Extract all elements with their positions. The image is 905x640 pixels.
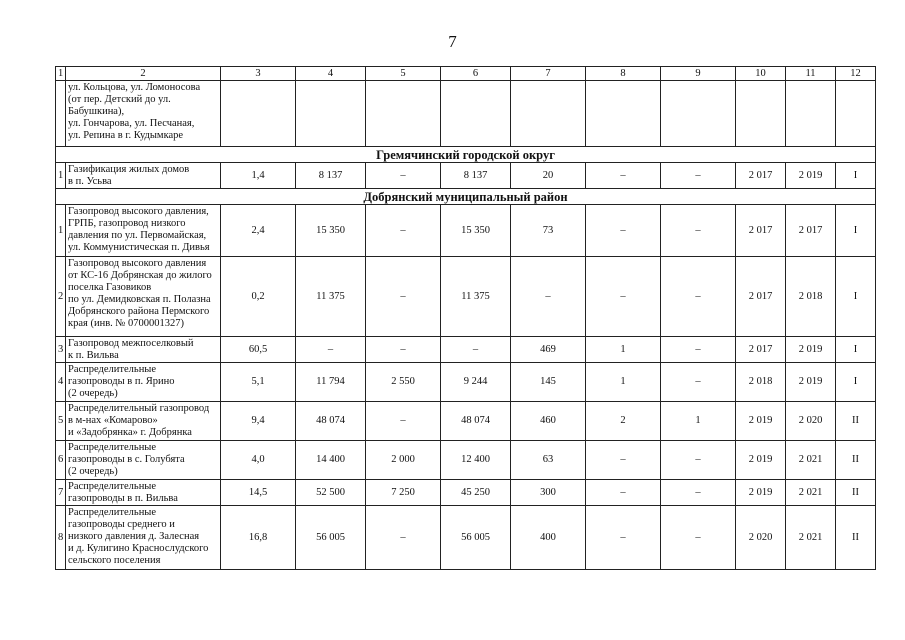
total-cost-cell: 11 794: [296, 363, 366, 402]
column-8-cell: –: [586, 480, 661, 506]
column-9-cell: –: [661, 337, 736, 363]
description-line: (от пер. Детский до ул.: [68, 94, 171, 105]
description-line: к п. Вильва: [68, 350, 119, 361]
empty-cell: [296, 81, 366, 147]
column-5-cell: 2 000: [366, 441, 441, 480]
end-year-cell: 2 021: [786, 441, 836, 480]
description-line: газопроводы в п. Ярино: [68, 376, 175, 387]
description-line: и д. Кулигино Краснослудского: [68, 543, 209, 554]
total-cost-cell: –: [296, 337, 366, 363]
column-5-cell: –: [366, 337, 441, 363]
stage-cell: II: [836, 441, 876, 480]
header-cell: 11: [786, 67, 836, 81]
column-7-cell: 400: [511, 506, 586, 570]
length-cell: 4,0: [221, 441, 296, 480]
column-6-cell: 12 400: [441, 441, 511, 480]
empty-cell: [441, 81, 511, 147]
column-9-cell: –: [661, 506, 736, 570]
start-year-cell: 2 018: [736, 363, 786, 402]
empty-cell: [661, 81, 736, 147]
project-description-cell: [66, 81, 221, 147]
project-description-cell: [66, 163, 221, 189]
section-title: Добрянский муниципальный район: [56, 189, 876, 205]
length-cell: 2,4: [221, 205, 296, 257]
column-9-cell: –: [661, 441, 736, 480]
total-cost-cell: 52 500: [296, 480, 366, 506]
start-year-cell: 2 017: [736, 257, 786, 337]
column-9-cell: –: [661, 480, 736, 506]
end-year-cell: 2 021: [786, 506, 836, 570]
column-7-cell: 469: [511, 337, 586, 363]
start-year-cell: 2 019: [736, 480, 786, 506]
start-year-cell: 2 019: [736, 441, 786, 480]
header-cell: 8: [586, 67, 661, 81]
table-row: [56, 363, 876, 402]
column-8-cell: 2: [586, 402, 661, 441]
description-line: края (инв. № 0700001327): [68, 318, 185, 329]
description-line: ГРПБ, газопровод низкого: [68, 218, 186, 229]
column-5-cell: 7 250: [366, 480, 441, 506]
header-cell: 12: [836, 67, 876, 81]
column-8-cell: –: [586, 441, 661, 480]
total-cost-cell: 48 074: [296, 402, 366, 441]
column-9-cell: 1: [661, 402, 736, 441]
table-row: [56, 257, 876, 337]
section-header-row: [56, 147, 876, 163]
description-line: ул. Гончарова, ул. Песчаная,: [68, 118, 195, 129]
row-number-cell: [56, 81, 66, 147]
end-year-cell: 2 021: [786, 480, 836, 506]
length-cell: 0,2: [221, 257, 296, 337]
column-6-cell: 9 244: [441, 363, 511, 402]
description-line: ул. Репина в г. Кудымкаре: [68, 130, 184, 141]
project-description-cell: [66, 205, 221, 257]
header-cell: 1: [56, 67, 66, 81]
empty-cell: [221, 81, 296, 147]
total-cost-cell: 15 350: [296, 205, 366, 257]
project-description-cell: [66, 506, 221, 570]
table-row: [56, 205, 876, 257]
column-7-cell: 145: [511, 363, 586, 402]
description-line: в п. Усьва: [68, 176, 112, 187]
empty-cell: [736, 81, 786, 147]
header-cell: 3: [221, 67, 296, 81]
empty-cell: [586, 81, 661, 147]
length-cell: 14,5: [221, 480, 296, 506]
column-5-cell: –: [366, 402, 441, 441]
header-cell: 6: [441, 67, 511, 81]
project-description-cell: [66, 257, 221, 337]
column-7-cell: 20: [511, 163, 586, 189]
table-row: [56, 163, 876, 189]
description-line: (2 очередь): [68, 466, 118, 477]
total-cost-cell: 14 400: [296, 441, 366, 480]
column-9-cell: –: [661, 257, 736, 337]
description-line: Добрянского района Пермского: [68, 306, 210, 317]
page-number: 7: [448, 32, 457, 51]
description-line: ул. Кольцова, ул. Ломоносова: [68, 82, 201, 93]
column-9-cell: –: [661, 205, 736, 257]
column-8-cell: 1: [586, 337, 661, 363]
column-5-cell: –: [366, 506, 441, 570]
length-cell: 16,8: [221, 506, 296, 570]
start-year-cell: 2 017: [736, 205, 786, 257]
start-year-cell: 2 017: [736, 337, 786, 363]
description-line: Распределительные: [68, 481, 157, 492]
description-line: от КС-16 Добрянская до жилого: [68, 270, 212, 281]
start-year-cell: 2 017: [736, 163, 786, 189]
end-year-cell: 2 019: [786, 163, 836, 189]
description-line: Газопровод высокого давления,: [68, 206, 209, 217]
column-7-cell: 63: [511, 441, 586, 480]
column-5-cell: –: [366, 205, 441, 257]
length-cell: 9,4: [221, 402, 296, 441]
description-line: по ул. Демидковская п. Полазна: [68, 294, 211, 305]
stage-cell: I: [836, 363, 876, 402]
start-year-cell: 2 019: [736, 402, 786, 441]
table-row: [56, 337, 876, 363]
project-description-cell: [66, 337, 221, 363]
column-7-cell: 300: [511, 480, 586, 506]
stage-cell: I: [836, 205, 876, 257]
description-line: и «Задобрянка» г. Добрянка: [68, 427, 192, 438]
row-number-cell: 2: [56, 257, 66, 337]
row-number-cell: 3: [56, 337, 66, 363]
description-line: Бабушкина),: [68, 106, 125, 117]
end-year-cell: 2 017: [786, 205, 836, 257]
empty-cell: [366, 81, 441, 147]
description-line: Распределительные: [68, 442, 157, 453]
row-number-cell: 5: [56, 402, 66, 441]
column-6-cell: 15 350: [441, 205, 511, 257]
description-line: Распределительные: [68, 364, 157, 375]
end-year-cell: 2 020: [786, 402, 836, 441]
length-cell: 1,4: [221, 163, 296, 189]
column-6-cell: 11 375: [441, 257, 511, 337]
description-line: сельского поселения: [68, 555, 161, 566]
total-cost-cell: 8 137: [296, 163, 366, 189]
stage-cell: II: [836, 506, 876, 570]
start-year-cell: 2 020: [736, 506, 786, 570]
gas-projects-table: [55, 66, 876, 570]
header-cell: 9: [661, 67, 736, 81]
description-line: Распределительные: [68, 507, 157, 518]
table-row: [56, 402, 876, 441]
description-line: (2 очередь): [68, 388, 118, 399]
section-header-row: [56, 189, 876, 205]
column-5-cell: –: [366, 257, 441, 337]
description-line: в м-нах «Комарово»: [68, 415, 158, 426]
empty-cell: [786, 81, 836, 147]
description-line: Газопровод межпоселковый: [68, 338, 194, 349]
row-number-cell: 7: [56, 480, 66, 506]
description-line: Распределительный газопровод: [68, 403, 210, 414]
header-cell: 7: [511, 67, 586, 81]
length-cell: 5,1: [221, 363, 296, 402]
project-description-cell: [66, 441, 221, 480]
column-8-cell: –: [586, 163, 661, 189]
description-line: Газификация жилых домов: [68, 164, 190, 175]
column-6-cell: –: [441, 337, 511, 363]
stage-cell: II: [836, 480, 876, 506]
header-cell: 10: [736, 67, 786, 81]
column-8-cell: –: [586, 205, 661, 257]
row-number-cell: 4: [56, 363, 66, 402]
row-number-cell: 6: [56, 441, 66, 480]
end-year-cell: 2 019: [786, 337, 836, 363]
row-number-cell: 8: [56, 506, 66, 570]
header-cell: 4: [296, 67, 366, 81]
column-5-cell: 2 550: [366, 363, 441, 402]
column-6-cell: 48 074: [441, 402, 511, 441]
column-5-cell: –: [366, 163, 441, 189]
row-number-cell: 1: [56, 205, 66, 257]
length-cell: 60,5: [221, 337, 296, 363]
column-9-cell: –: [661, 363, 736, 402]
continued-row: [56, 81, 876, 147]
description-line: давления по ул. Первомайская,: [68, 230, 207, 241]
empty-cell: [511, 81, 586, 147]
header-cell: 2: [66, 67, 221, 81]
column-number-row: [56, 67, 876, 81]
column-6-cell: 8 137: [441, 163, 511, 189]
description-line: газопроводы в с. Голубята: [68, 454, 185, 465]
end-year-cell: 2 018: [786, 257, 836, 337]
table-row: [56, 441, 876, 480]
empty-cell: [836, 81, 876, 147]
description-line: ул. Коммунистическая п. Дивья: [68, 242, 210, 253]
description-line: газопроводы в п. Вильва: [68, 493, 178, 504]
column-9-cell: –: [661, 163, 736, 189]
description-line: Газопровод высокого давления: [68, 258, 207, 269]
row-number-cell: 1: [56, 163, 66, 189]
column-7-cell: 73: [511, 205, 586, 257]
stage-cell: I: [836, 337, 876, 363]
header-cell: 5: [366, 67, 441, 81]
table-row: [56, 480, 876, 506]
stage-cell: II: [836, 402, 876, 441]
description-line: низкого давления д. Залесная: [68, 531, 200, 542]
project-description-cell: [66, 480, 221, 506]
description-line: поселка Газовиков: [68, 282, 152, 293]
total-cost-cell: 56 005: [296, 506, 366, 570]
total-cost-cell: 11 375: [296, 257, 366, 337]
column-8-cell: 1: [586, 363, 661, 402]
column-8-cell: –: [586, 506, 661, 570]
description-line: газопроводы среднего и: [68, 519, 175, 530]
column-8-cell: –: [586, 257, 661, 337]
column-6-cell: 45 250: [441, 480, 511, 506]
project-description-cell: [66, 402, 221, 441]
column-6-cell: 56 005: [441, 506, 511, 570]
column-7-cell: 460: [511, 402, 586, 441]
table-row: [56, 506, 876, 570]
column-7-cell: –: [511, 257, 586, 337]
section-title: Гремячинский городской округ: [56, 147, 876, 163]
stage-cell: I: [836, 163, 876, 189]
project-description-cell: [66, 363, 221, 402]
stage-cell: I: [836, 257, 876, 337]
end-year-cell: 2 019: [786, 363, 836, 402]
